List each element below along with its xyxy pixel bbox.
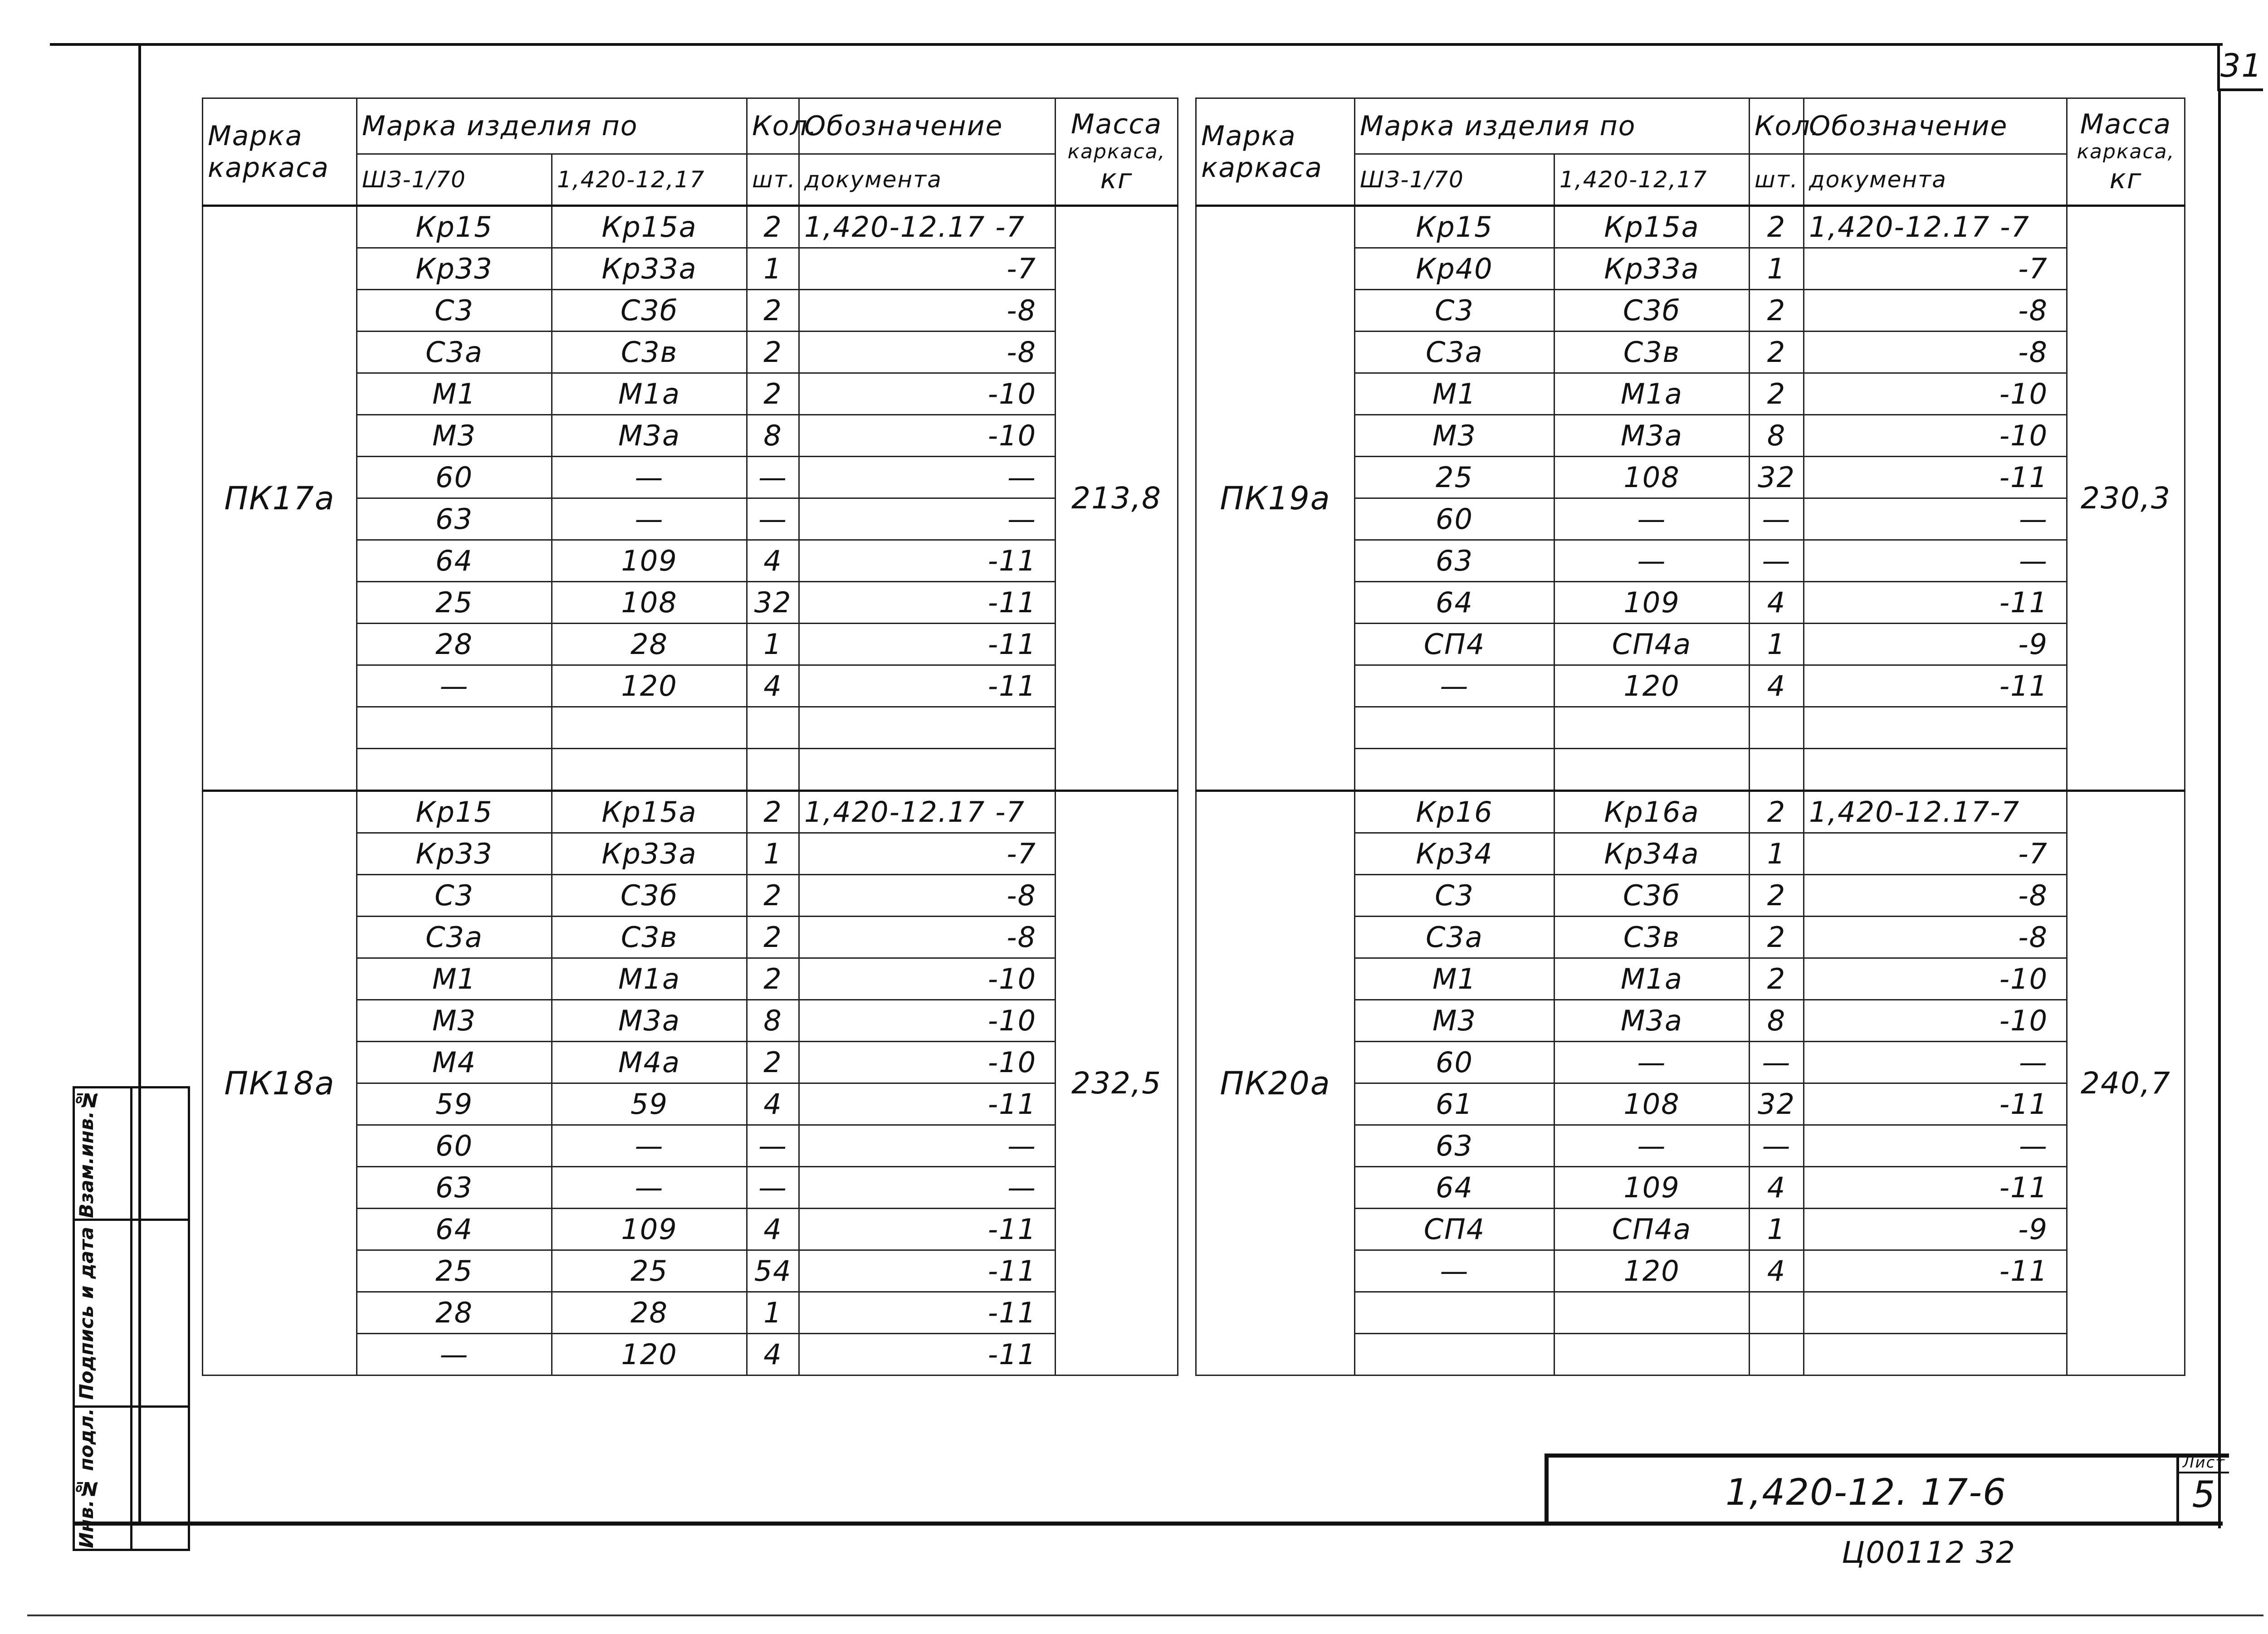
product-mark-std — [1355, 1334, 1554, 1375]
product-mark-series: — — [552, 457, 747, 498]
quantity: 2 — [747, 791, 799, 833]
quantity: 8 — [747, 1000, 799, 1042]
quantity — [747, 749, 799, 791]
product-mark-std: С3а — [357, 917, 552, 958]
quantity — [1750, 707, 1804, 749]
product-mark-std: — — [357, 665, 552, 707]
product-mark-series: — — [552, 1125, 747, 1167]
document-designation — [799, 707, 1056, 749]
quantity: 2 — [1750, 373, 1804, 415]
product-mark-std: 61 — [1355, 1083, 1554, 1125]
quantity: 1 — [1750, 833, 1804, 875]
product-mark-std: 59 — [357, 1083, 552, 1125]
product-mark-std: С3 — [1355, 290, 1554, 332]
stamp-swap-inv: Взам.инв.№ — [75, 1089, 98, 1219]
product-mark-std: Кр15 — [357, 206, 552, 248]
frame-top-border — [50, 43, 2223, 46]
quantity: 2 — [1750, 206, 1804, 248]
quantity: — — [1750, 1125, 1804, 1167]
quantity: 8 — [1750, 415, 1804, 457]
product-mark-series: 109 — [1554, 1167, 1750, 1209]
product-mark-std: С3 — [357, 875, 552, 917]
quantity: 2 — [747, 958, 799, 1000]
document-designation: -11 — [1804, 1250, 2067, 1292]
header-qty: Кол. — [1750, 98, 1804, 154]
product-mark-series: М3а — [1554, 415, 1750, 457]
left-margin-stamp — [73, 1086, 190, 1551]
document-designation: — — [799, 1125, 1056, 1167]
quantity: 1 — [1750, 1209, 1804, 1250]
header-product-series: 1,420-12,17 — [552, 154, 747, 206]
document-designation: — — [799, 1167, 1056, 1209]
document-designation: -7 — [1804, 833, 2067, 875]
document-designation: -11 — [799, 1209, 1056, 1250]
product-mark-std: Кр40 — [1355, 248, 1554, 290]
product-mark-series: 120 — [552, 665, 747, 707]
header-qty-unit: шт. — [747, 154, 799, 206]
product-mark-std — [1355, 749, 1554, 791]
quantity — [747, 707, 799, 749]
product-mark-std: С3 — [1355, 875, 1554, 917]
product-mark-std: С3а — [357, 332, 552, 373]
document-designation: 1,420-12.17 -7 — [1804, 206, 2067, 248]
header-mass-line3: кг — [1100, 163, 1133, 195]
quantity: 4 — [1750, 665, 1804, 707]
product-mark-series: М1а — [1554, 958, 1750, 1000]
table-row — [1196, 791, 2185, 833]
document-designation: -8 — [1804, 917, 2067, 958]
frame-mark: ПК20а — [1196, 791, 1355, 1375]
sheet-edge-rule — [27, 1614, 2263, 1616]
product-mark-series: 28 — [552, 1292, 747, 1334]
quantity: 32 — [747, 582, 799, 624]
header-designation-line2: документа — [1804, 154, 2067, 206]
document-designation: -10 — [799, 1000, 1056, 1042]
product-mark-series: Кр33а — [552, 248, 747, 290]
document-designation: -11 — [1804, 582, 2067, 624]
header-mark-line1: Марка — [208, 120, 303, 152]
product-mark-series: М3а — [1554, 1000, 1750, 1042]
quantity: 32 — [1750, 1083, 1804, 1125]
product-mark-std: 60 — [1355, 498, 1554, 540]
product-mark-series: 120 — [1554, 665, 1750, 707]
quantity: — — [1750, 540, 1804, 582]
product-mark-std: Кр15 — [357, 791, 552, 833]
product-mark-std: Кр33 — [357, 833, 552, 875]
frame-mark: ПК18а — [203, 791, 357, 1375]
document-designation: -10 — [1804, 373, 2067, 415]
product-mark-series: М3а — [552, 415, 747, 457]
product-mark-std: М1 — [357, 373, 552, 415]
document-designation: -11 — [799, 1250, 1056, 1292]
quantity: 4 — [747, 665, 799, 707]
quantity: — — [747, 498, 799, 540]
quantity: 2 — [747, 1042, 799, 1083]
table-row — [1196, 206, 2185, 248]
document-designation: -10 — [799, 415, 1056, 457]
product-mark-series: Кр15а — [552, 791, 747, 833]
product-mark-series: 120 — [1554, 1250, 1750, 1292]
product-mark-series: С3в — [1554, 332, 1750, 373]
header-mark-line2: каркаса — [1201, 151, 1323, 184]
document-designation — [1804, 707, 2067, 749]
product-mark-series: — — [1554, 540, 1750, 582]
product-mark-series: — — [1554, 1125, 1750, 1167]
product-mark-series: С3б — [1554, 290, 1750, 332]
header-qty-unit: шт. — [1750, 154, 1804, 206]
product-mark-series: С3в — [552, 917, 747, 958]
header-mass-line1: Масса — [2080, 108, 2172, 140]
document-designation: -11 — [1804, 1083, 2067, 1125]
header-row — [203, 98, 1178, 154]
document-designation: -9 — [1804, 624, 2067, 665]
document-designation: -11 — [799, 1334, 1056, 1375]
document-designation — [799, 749, 1056, 791]
spec-table-left — [202, 98, 1178, 1376]
product-mark-std: М1 — [1355, 373, 1554, 415]
product-mark-std: 60 — [357, 457, 552, 498]
quantity: 2 — [747, 373, 799, 415]
product-mark-series: Кр15а — [552, 206, 747, 248]
product-mark-series — [1554, 1292, 1750, 1334]
stamp-inv-orig: Инв.№ подл. — [75, 1408, 98, 1548]
product-mark-std: М4 — [357, 1042, 552, 1083]
quantity: 2 — [1750, 332, 1804, 373]
document-designation: — — [1804, 1042, 2067, 1083]
document-designation: -8 — [799, 332, 1056, 373]
product-mark-series: 25 — [552, 1250, 747, 1292]
document-designation — [1804, 749, 2067, 791]
product-mark-std: 28 — [357, 1292, 552, 1334]
quantity — [1750, 749, 1804, 791]
product-mark-std: М3 — [1355, 1000, 1554, 1042]
inventory-note: Ц00112 32 — [1842, 1535, 2016, 1570]
header-product-series: 1,420-12,17 — [1554, 154, 1750, 206]
spec-table-right — [1195, 98, 2185, 1376]
document-designation: — — [1804, 1125, 2067, 1167]
table-row — [203, 791, 1178, 833]
header-mark — [1196, 98, 1355, 206]
quantity: 1 — [1750, 624, 1804, 665]
sheet-label: Лист — [2179, 1454, 2229, 1473]
quantity: 4 — [1750, 1250, 1804, 1292]
product-mark-series: Кр34а — [1554, 833, 1750, 875]
product-mark-series: М3а — [552, 1000, 747, 1042]
quantity — [1750, 1334, 1804, 1375]
header-mark-line2: каркаса — [208, 151, 329, 184]
quantity: 4 — [747, 1209, 799, 1250]
document-designation: 1,420-12.17 -7 — [799, 791, 1056, 833]
stamp-sign-date: Подпись и дата — [75, 1226, 98, 1400]
quantity: 1 — [747, 833, 799, 875]
quantity: 32 — [1750, 457, 1804, 498]
quantity: 2 — [747, 332, 799, 373]
document-designation: -7 — [799, 248, 1056, 290]
quantity: 4 — [747, 1083, 799, 1125]
product-mark-std: СП4 — [1355, 1209, 1554, 1250]
header-mass-line1: Масса — [1070, 108, 1163, 140]
header-mass-line2: каркаса, — [2077, 140, 2175, 163]
header-designation: Обозначение — [1804, 98, 2067, 154]
quantity: 8 — [747, 415, 799, 457]
document-designation: 1,420-12.17-7 — [1804, 791, 2067, 833]
product-mark-series: С3б — [552, 875, 747, 917]
frame-mass: 240,7 — [2067, 791, 2185, 1375]
product-mark-std: 25 — [357, 582, 552, 624]
frame-mass: 230,3 — [2067, 206, 2185, 791]
header-product-std: ШЗ-1/70 — [1355, 154, 1554, 206]
product-mark-series: С3б — [552, 290, 747, 332]
document-designation: -8 — [1804, 290, 2067, 332]
document-designation: -11 — [799, 1083, 1056, 1125]
document-designation: -11 — [1804, 665, 2067, 707]
quantity: 4 — [747, 1334, 799, 1375]
document-designation — [1804, 1292, 2067, 1334]
product-mark-std: 64 — [1355, 582, 1554, 624]
quantity: 2 — [747, 875, 799, 917]
document-designation: -8 — [1804, 332, 2067, 373]
header-mass-line3: кг — [2109, 163, 2142, 195]
product-mark-series: С3в — [1554, 917, 1750, 958]
product-mark-std: 63 — [1355, 540, 1554, 582]
document-designation: -11 — [1804, 1167, 2067, 1209]
quantity: 2 — [1750, 958, 1804, 1000]
quantity: 2 — [747, 290, 799, 332]
header-mark — [203, 98, 357, 206]
product-mark-std: С3а — [1355, 917, 1554, 958]
title-block — [1545, 1454, 2229, 1526]
document-designation: -11 — [799, 624, 1056, 665]
product-mark-std: 63 — [357, 1167, 552, 1209]
product-mark-series — [552, 707, 747, 749]
product-mark-series: 108 — [1554, 1083, 1750, 1125]
product-mark-series: 59 — [552, 1083, 747, 1125]
header-mass — [2067, 98, 2185, 206]
product-mark-std: 64 — [1355, 1167, 1554, 1209]
product-mark-std — [357, 707, 552, 749]
product-mark-std: 25 — [357, 1250, 552, 1292]
product-mark-series: 120 — [552, 1334, 747, 1375]
product-mark-series: Кр33а — [1554, 248, 1750, 290]
quantity: — — [747, 1167, 799, 1209]
quantity: 4 — [747, 540, 799, 582]
document-designation: -11 — [1804, 457, 2067, 498]
document-designation: -11 — [799, 582, 1056, 624]
product-mark-series: М1а — [552, 958, 747, 1000]
product-mark-series: С3б — [1554, 875, 1750, 917]
header-designation: Обозначение — [799, 98, 1056, 154]
quantity: — — [747, 457, 799, 498]
quantity: 1 — [1750, 248, 1804, 290]
document-designation: -8 — [1804, 875, 2067, 917]
product-mark-std: Кр34 — [1355, 833, 1554, 875]
product-mark-series — [1554, 749, 1750, 791]
product-mark-series — [1554, 707, 1750, 749]
product-mark-std: М3 — [1355, 415, 1554, 457]
quantity: 54 — [747, 1250, 799, 1292]
quantity: 2 — [1750, 791, 1804, 833]
page-number: 31 — [2217, 43, 2263, 91]
product-mark-series: СП4а — [1554, 624, 1750, 665]
quantity — [1750, 1292, 1804, 1334]
frame-mark: ПК17а — [203, 206, 357, 791]
product-mark-std: М3 — [357, 415, 552, 457]
product-mark-std — [1355, 1292, 1554, 1334]
product-mark-std: М1 — [1355, 958, 1554, 1000]
header-designation-line2: документа — [799, 154, 1056, 206]
document-designation: — — [799, 457, 1056, 498]
header-mass — [1056, 98, 1178, 206]
product-mark-series: М4а — [552, 1042, 747, 1083]
quantity: 2 — [747, 206, 799, 248]
product-mark-std: 28 — [357, 624, 552, 665]
quantity: — — [747, 1125, 799, 1167]
product-mark-series: — — [1554, 498, 1750, 540]
quantity: 2 — [747, 917, 799, 958]
header-mass-line2: каркаса, — [1067, 140, 1166, 163]
product-mark-series: Кр15а — [1554, 206, 1750, 248]
sheet-number: 5 — [2192, 1473, 2216, 1516]
table-row — [203, 206, 1178, 248]
product-mark-std: 64 — [357, 1209, 552, 1250]
product-mark-std: 25 — [1355, 457, 1554, 498]
document-designation: -9 — [1804, 1209, 2067, 1250]
product-mark-series: 28 — [552, 624, 747, 665]
product-mark-series: — — [552, 498, 747, 540]
quantity: 1 — [747, 1292, 799, 1334]
product-mark-series: — — [1554, 1042, 1750, 1083]
quantity: 8 — [1750, 1000, 1804, 1042]
document-designation: 1,420-12.17 -7 — [799, 206, 1056, 248]
product-mark-std: 60 — [357, 1125, 552, 1167]
frame-mass: 213,8 — [1056, 206, 1178, 791]
product-mark-std: — — [1355, 1250, 1554, 1292]
product-mark-std: СП4 — [1355, 624, 1554, 665]
header-qty: Кол. — [747, 98, 799, 154]
document-designation: -10 — [1804, 958, 2067, 1000]
document-designation: -10 — [799, 1042, 1056, 1083]
frame-mark: ПК19а — [1196, 206, 1355, 791]
header-row — [1196, 98, 2185, 154]
header-mark-line1: Марка — [1201, 120, 1296, 152]
quantity: 1 — [747, 248, 799, 290]
product-mark-series: М1а — [1554, 373, 1750, 415]
quantity: 1 — [747, 624, 799, 665]
document-designation: -11 — [799, 540, 1056, 582]
document-code: 1,420-12. 17-6 — [1725, 1471, 2007, 1513]
product-mark-series: 109 — [552, 540, 747, 582]
quantity: 2 — [1750, 290, 1804, 332]
product-mark-std — [357, 749, 552, 791]
product-mark-series: СП4а — [1554, 1209, 1750, 1250]
product-mark-std: Кр16 — [1355, 791, 1554, 833]
document-designation: -8 — [799, 917, 1056, 958]
document-designation: — — [799, 498, 1056, 540]
product-mark-std: М3 — [357, 1000, 552, 1042]
product-mark-series: — — [552, 1167, 747, 1209]
document-designation — [1804, 1334, 2067, 1375]
product-mark-series: 109 — [552, 1209, 747, 1250]
product-mark-std: 63 — [1355, 1125, 1554, 1167]
product-mark-series: 108 — [1554, 457, 1750, 498]
document-designation: — — [1804, 498, 2067, 540]
document-designation: -11 — [799, 665, 1056, 707]
frame-mass: 232,5 — [1056, 791, 1178, 1375]
product-mark-std: 64 — [357, 540, 552, 582]
quantity: — — [1750, 1042, 1804, 1083]
document-designation: -11 — [799, 1292, 1056, 1334]
product-mark-std: Кр15 — [1355, 206, 1554, 248]
document-designation: -8 — [799, 290, 1056, 332]
product-mark-series: М1а — [552, 373, 747, 415]
product-mark-std: 63 — [357, 498, 552, 540]
header-product-std: ШЗ-1/70 — [357, 154, 552, 206]
document-designation: -8 — [799, 875, 1056, 917]
document-designation: -7 — [1804, 248, 2067, 290]
product-mark-series: 108 — [552, 582, 747, 624]
sheet-box — [2176, 1454, 2229, 1526]
document-designation: -10 — [1804, 415, 2067, 457]
quantity: 4 — [1750, 1167, 1804, 1209]
document-designation: -10 — [799, 373, 1056, 415]
quantity: 2 — [1750, 875, 1804, 917]
document-designation: -10 — [1804, 1000, 2067, 1042]
product-mark-series — [1554, 1334, 1750, 1375]
product-mark-std: Кр33 — [357, 248, 552, 290]
product-mark-std: — — [1355, 665, 1554, 707]
document-designation: -7 — [799, 833, 1056, 875]
quantity: 4 — [1750, 582, 1804, 624]
product-mark-std: М1 — [357, 958, 552, 1000]
product-mark-series — [552, 749, 747, 791]
frame-right-border — [2218, 88, 2221, 1528]
document-designation: -10 — [799, 958, 1056, 1000]
document-designation: — — [1804, 540, 2067, 582]
product-mark-std: С3 — [357, 290, 552, 332]
product-mark-std: С3а — [1355, 332, 1554, 373]
header-product: Марка изделия по — [357, 98, 747, 154]
quantity: 2 — [1750, 917, 1804, 958]
product-mark-series: Кр33а — [552, 833, 747, 875]
product-mark-series: 109 — [1554, 582, 1750, 624]
header-product: Марка изделия по — [1355, 98, 1750, 154]
product-mark-std — [1355, 707, 1554, 749]
product-mark-std: — — [357, 1334, 552, 1375]
product-mark-series: Кр16а — [1554, 791, 1750, 833]
quantity: — — [1750, 498, 1804, 540]
product-mark-std: 60 — [1355, 1042, 1554, 1083]
product-mark-series: С3в — [552, 332, 747, 373]
